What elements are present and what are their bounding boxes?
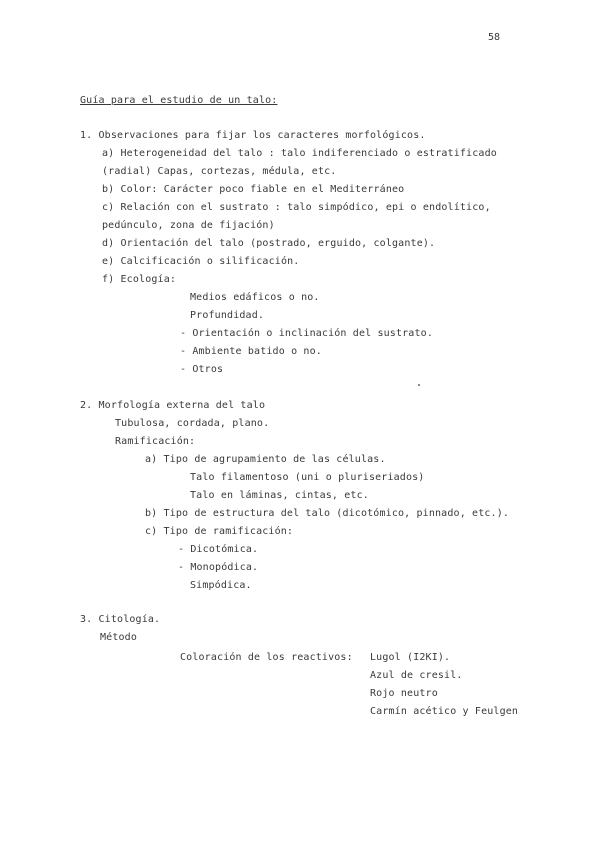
page-number: 58 [488, 32, 501, 43]
s3-reagent: Azul de cresil. [370, 670, 463, 681]
section-1-heading: 1. Observaciones para fijar los caracteres morfológicos. [80, 130, 426, 141]
s1-ecology-item: - Otros [180, 364, 224, 375]
s2-item-c: c) Tipo de ramificación: [145, 526, 294, 537]
section-2-heading: 2. Morfología externa del talo [80, 400, 266, 411]
s2-item-a-sub: Talo filamentoso (uni o pluriseriados) [190, 472, 425, 483]
s1-item-d: d) Orientación del talo (postrado, erguido, colgante). [102, 238, 436, 249]
s1-item-e: e) Calcificación o silificación. [102, 256, 300, 267]
s1-item-b: b) Color: Carácter poco fiable en el Mediterráneo [102, 184, 405, 195]
s2-branching-item: - Dicotómica. [178, 544, 259, 555]
s1-item-a: a) Heterogeneidad del talo : talo indiferenciado o estratificado [102, 148, 497, 159]
section-3-heading: 3. Citología. [80, 614, 161, 625]
stray-mark [418, 384, 420, 386]
s1-item-c-cont: pedúnculo, zona de fijación) [102, 220, 275, 231]
s2-line: Tubulosa, cordada, plano. [115, 418, 270, 429]
s1-ecology-item: Medios edáficos o no. [190, 292, 320, 303]
s1-ecology-item: Profundidad. [190, 310, 265, 321]
s2-line: Ramificación: [115, 436, 196, 447]
s2-item-a-sub: Talo en láminas, cintas, etc. [190, 490, 369, 501]
s1-item-c: c) Relación con el sustrato : talo simpódico, epi o endolítico, [102, 202, 491, 213]
s3-coloration-label: Coloración de los reactivos: [180, 652, 353, 663]
s1-ecology-item: - Orientación o inclinación del sustrato. [180, 328, 433, 339]
s2-item-a: a) Tipo de agrupamiento de las células. [145, 454, 386, 465]
s2-branching-item: Simpódica. [190, 580, 252, 591]
page-title: Guía para el estudio de un talo: [80, 95, 278, 106]
s3-reagent: Carmín acético y Feulgen [370, 706, 519, 717]
s1-item-a-cont: (radial) Capas, cortezas, médula, etc. [102, 166, 337, 177]
s1-ecology-item: - Ambiente batido o no. [180, 346, 322, 357]
s3-method: Método [100, 632, 138, 643]
s1-item-f: f) Ecología: [102, 274, 177, 285]
s3-reagent: Lugol (I2KI). [370, 652, 451, 663]
s2-item-b: b) Tipo de estructura del talo (dicotómico, pinnado, etc.). [145, 508, 510, 519]
s3-reagent: Rojo neutro [370, 688, 438, 699]
s2-branching-item: - Monopódica. [178, 562, 259, 573]
